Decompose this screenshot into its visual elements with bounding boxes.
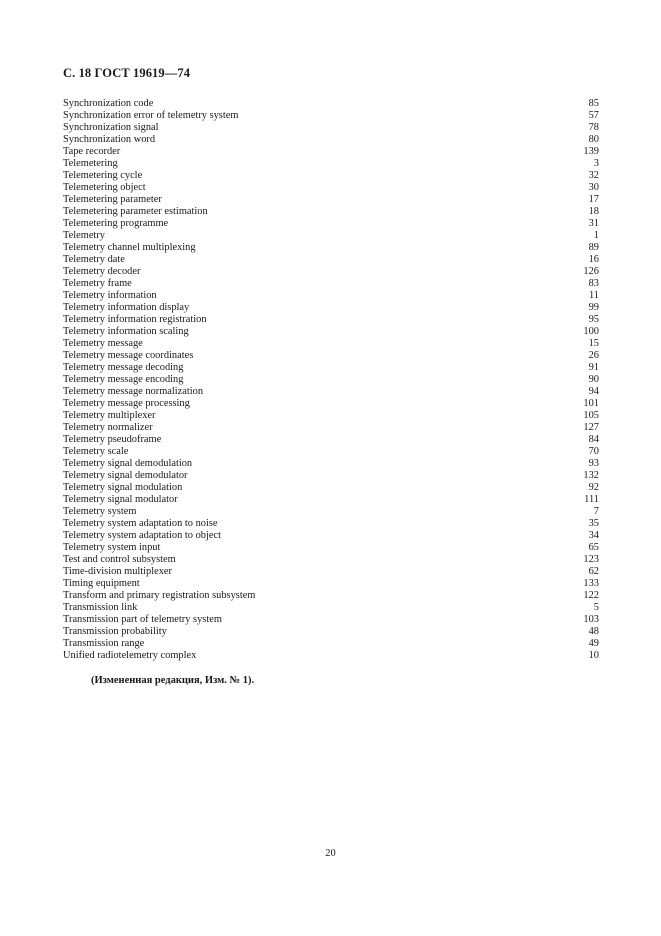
index-entry [63, 626, 599, 638]
index-page-ref: 101 [583, 398, 599, 409]
index-term: Telemetry decoder [63, 266, 141, 277]
index-entry [63, 254, 599, 266]
index-term: Telemetry message normalization [63, 386, 204, 397]
index-page-ref: 16 [588, 254, 599, 265]
index-page-ref: 92 [588, 482, 599, 493]
index-entry [63, 158, 599, 170]
index-page-ref: 95 [588, 314, 599, 325]
index-term: Telemetry message processing [63, 398, 190, 409]
index-entry [63, 638, 599, 650]
index-page-ref: 105 [583, 410, 599, 421]
index-page-ref: 94 [588, 386, 599, 397]
index-entry [63, 350, 599, 362]
page-header: С. 18 ГОСТ 19619—74 [63, 66, 191, 80]
index-entry [63, 434, 599, 446]
index-entry [63, 602, 599, 614]
index-entry [63, 518, 599, 530]
index-term: Telemetry channel multiplexing [63, 242, 196, 253]
index-page-ref: 48 [588, 626, 599, 637]
index-page-ref: 139 [583, 146, 599, 157]
index-page-ref: 34 [588, 530, 599, 541]
index-term: Transmission probability [63, 626, 167, 637]
index-term: Telemetry message [63, 338, 143, 349]
index-entry [63, 386, 599, 398]
index-page-ref: 90 [588, 374, 599, 385]
index-page-ref: 85 [588, 98, 599, 109]
index-term: Telemetry [63, 230, 105, 241]
index-term: Synchronization code [63, 98, 154, 109]
index-term: Telemetering [63, 158, 118, 169]
index-page-ref: 10 [588, 650, 599, 661]
index-page-ref: 78 [588, 122, 599, 133]
index-page-ref: 126 [583, 266, 599, 277]
index-page-ref: 91 [588, 362, 599, 373]
index-term: Telemetering object [63, 182, 146, 193]
index-term: Unified radiotelemetry complex [63, 650, 197, 661]
index-entry [63, 362, 599, 374]
index-term: Telemetering parameter [63, 194, 162, 205]
index-page-ref: 35 [588, 518, 599, 529]
index-term: Telemetry message coordinates [63, 350, 194, 361]
index-page-ref: 132 [583, 470, 599, 481]
index-page-ref: 123 [583, 554, 599, 565]
index-term: Telemetry signal modulator [63, 494, 178, 505]
index-entry [63, 482, 599, 494]
index-entry [63, 194, 599, 206]
index-term: Telemetering cycle [63, 170, 143, 181]
index-page-ref: 99 [588, 302, 599, 313]
index-term: Telemetry message encoding [63, 374, 184, 385]
index-term: Telemetry information registration [63, 314, 207, 325]
index-entry [63, 206, 599, 218]
index-term: Telemetry signal demodulator [63, 470, 188, 481]
index-term: Telemetry normalizer [63, 422, 153, 433]
index-term: Transmission link [63, 602, 138, 613]
index-entry [63, 446, 599, 458]
index-entry [63, 326, 599, 338]
index-entry [63, 410, 599, 422]
index-entry [63, 614, 599, 626]
index-term: Telemetry scale [63, 446, 129, 457]
index-entry [63, 590, 599, 602]
index-entry [63, 242, 599, 254]
index-term: Telemetry signal demodulation [63, 458, 193, 469]
index-page-ref: 49 [588, 638, 599, 649]
index-entry [63, 302, 599, 314]
index-entry [63, 374, 599, 386]
index-term: Synchronization error of telemetry system [63, 110, 239, 121]
index-term: Transmission range [63, 638, 145, 649]
index-entry [63, 494, 599, 506]
index-entry [63, 170, 599, 182]
index-term: Telemetry system adaptation to object [63, 530, 221, 541]
index-entry [63, 218, 599, 230]
index-term: Telemetry message decoding [63, 362, 184, 373]
index-entry [63, 506, 599, 518]
index-entry [63, 290, 599, 302]
page-number: 20 [325, 848, 336, 859]
index-page-ref: 83 [588, 278, 599, 289]
index-page-ref: 70 [588, 446, 599, 457]
index-entry [63, 542, 599, 554]
amendment-note: (Измененная редакция, Изм. № 1). [91, 675, 255, 686]
index-page-ref: 133 [583, 578, 599, 589]
index-term: Telemetry information scaling [63, 326, 189, 337]
index-term: Tape recorder [63, 146, 121, 157]
index-page-ref: 89 [588, 242, 599, 253]
index-term: Telemetering programme [63, 218, 169, 229]
index-term: Telemetry signal modulation [63, 482, 183, 493]
index-term: Telemetry system input [63, 542, 161, 553]
index-term: Telemetry pseudoframe [63, 434, 162, 445]
index-page-ref: 17 [588, 194, 599, 205]
index-term: Transform and primary registration subsystem [63, 590, 256, 601]
index-page-ref: 127 [583, 422, 599, 433]
index-term: Test and control subsystem [63, 554, 176, 565]
index-page-ref: 103 [583, 614, 599, 625]
index-page-ref: 62 [588, 566, 599, 577]
index-entry [63, 566, 599, 578]
index-entry [63, 182, 599, 194]
index-entry [63, 146, 599, 158]
index-term: Transmission part of telemetry system [63, 614, 222, 625]
index-page-ref: 7 [593, 506, 599, 517]
index-term: Telemetry information [63, 290, 157, 301]
index-page-ref: 15 [588, 338, 599, 349]
index-entry [63, 122, 599, 134]
index-term: Telemetry multiplexer [63, 410, 156, 421]
index-entry [63, 458, 599, 470]
index-page-ref: 5 [593, 602, 599, 613]
index-page-ref: 11 [588, 290, 599, 301]
index-page-ref: 18 [588, 206, 599, 217]
index-entry [63, 266, 599, 278]
index-term: Telemetering parameter estimation [63, 206, 208, 217]
index-page-ref: 111 [584, 494, 599, 505]
index-page-ref: 100 [583, 326, 599, 337]
index-page-ref: 93 [588, 458, 599, 469]
index-entry [63, 554, 599, 566]
index-term: Telemetry system [63, 506, 137, 517]
index-entry [63, 134, 599, 146]
index-entry [63, 530, 599, 542]
index-page-ref: 3 [593, 158, 599, 169]
index-page-ref: 26 [588, 350, 599, 361]
index-page-ref: 65 [588, 542, 599, 553]
index-page-ref: 80 [588, 134, 599, 145]
index-entry [63, 338, 599, 350]
index-entry [63, 98, 599, 110]
index-page-ref: 57 [588, 110, 599, 121]
index-page-ref: 1 [593, 230, 599, 241]
term-index-list [63, 98, 599, 662]
index-term: Telemetry information display [63, 302, 190, 313]
index-term: Telemetry system adaptation to noise [63, 518, 218, 529]
index-entry [63, 470, 599, 482]
index-entry [63, 422, 599, 434]
index-term: Timing equipment [63, 578, 140, 589]
index-term: Telemetry frame [63, 278, 132, 289]
index-page-ref: 32 [588, 170, 599, 181]
index-entry [63, 314, 599, 326]
index-entry [63, 650, 599, 662]
index-term: Synchronization signal [63, 122, 159, 133]
index-entry [63, 398, 599, 410]
index-page-ref: 31 [588, 218, 599, 229]
index-entry [63, 110, 599, 122]
index-entry [63, 278, 599, 290]
index-term: Synchronization word [63, 134, 156, 145]
index-entry [63, 578, 599, 590]
index-page-ref: 122 [583, 590, 599, 601]
index-term: Time-division multiplexer [63, 566, 173, 577]
index-page-ref: 84 [588, 434, 599, 445]
index-entry [63, 230, 599, 242]
index-term: Telemetry date [63, 254, 125, 265]
index-page-ref: 30 [588, 182, 599, 193]
